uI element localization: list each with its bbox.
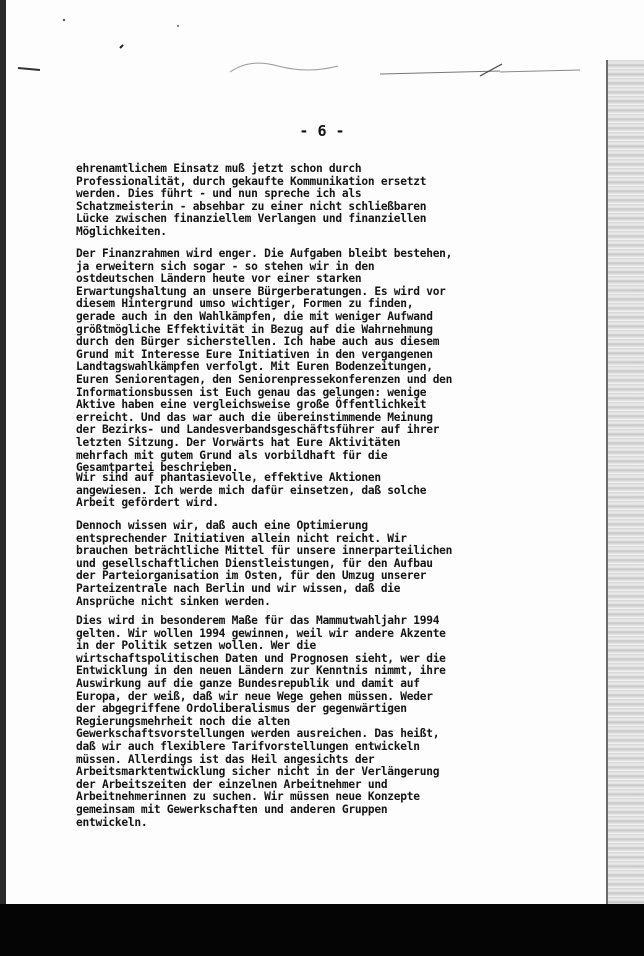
text-line: Aktive haben eine vergleichsweise große Öffentlichkeit bbox=[76, 398, 427, 412]
text-line: Ansprüche nicht sinken werden. bbox=[76, 594, 271, 608]
text-line: Landtagswahlkämpfen verfolgt. Mit Euren Bodenzeitungen, bbox=[76, 360, 433, 374]
text-line: entwickeln. bbox=[76, 815, 148, 829]
paragraph-4 bbox=[76, 520, 506, 608]
text-line: ja erweitern sich sogar - so stehen wir in den bbox=[76, 259, 375, 273]
text-line: in der Politik setzen wollen. Wer die bbox=[76, 639, 316, 653]
text-line: angewiesen. Ich werde mich dafür einsetzen, daß solche bbox=[76, 483, 427, 497]
text-line: Arbeit gefördert wird. bbox=[76, 496, 219, 510]
text-line: und gesellschaftlichen Dienstleistungen, für den Aufbau bbox=[76, 556, 433, 570]
text-line: müssen. Allerdings ist das Heil angesichts der bbox=[76, 752, 375, 766]
text-line: Arbeitnehmerinnen zu suchen. Wir müssen neue Konzepte bbox=[76, 790, 420, 804]
text-line: Informationsbussen ist Euch genau das gelungen: wenige bbox=[76, 385, 427, 399]
text-line: Parteizentrale nach Berlin und wir wissen, daß die bbox=[76, 581, 401, 595]
text-line: Europa, der weiß, daß wir neue Wege gehen müssen. Weder bbox=[76, 689, 433, 703]
text-line: wirtschaftspolitischen Daten und Prognosen sieht, wer die bbox=[76, 651, 446, 665]
text-line: Entwicklung in den neuen Ländern zur Kenntnis nimmt, ihre bbox=[76, 664, 446, 678]
left-scan-edge bbox=[0, 0, 6, 956]
text-line: Auswirkung auf die ganze Bundesrepublik und damit auf bbox=[76, 676, 420, 690]
text-line: entsprechender Initiativen allein nicht reicht. Wir bbox=[76, 531, 407, 545]
paragraph-3 bbox=[76, 472, 506, 510]
text-line: Möglichkeiten. bbox=[76, 224, 167, 238]
text-line: Grund mit Interesse Eure Initiativen in den vergangenen bbox=[76, 347, 433, 361]
text-line: Professionalität, durch gekaufte Kommunikation ersetzt bbox=[76, 174, 427, 188]
text-line: diesem Hintergrund umso wichtiger, Formen zu finden, bbox=[76, 297, 414, 311]
text-line: letzten Sitzung. Der Vorwärts hat Eure Aktivitäten bbox=[76, 435, 401, 449]
bottom-scan-bar bbox=[0, 904, 644, 956]
text-line: gerade auch in den Wahlkämpfen, die mit weniger Aufwand bbox=[76, 309, 433, 323]
text-line: Gewerkschaftsvorstellungen werden ausreichen. Das heißt, bbox=[76, 727, 440, 741]
paragraph-5 bbox=[76, 615, 506, 829]
text-line: durch den Bürger sicherstellen. Ich habe auch aus diesem bbox=[76, 335, 440, 349]
text-line: Schatzmeisterin - absehbar zu einer nicht schließbaren bbox=[76, 199, 427, 213]
text-line: Der Finanzrahmen wird enger. Die Aufgaben bleibt bestehen, bbox=[76, 247, 453, 260]
text-line: der Parteiorganisation im Osten, für den Umzug unserer bbox=[76, 569, 427, 583]
text-line: Regierungsmehrheit noch die alten bbox=[76, 714, 291, 728]
text-line: ehrenamtlichem Einsatz muß jetzt schon durch bbox=[76, 162, 362, 175]
paragraph-2 bbox=[76, 248, 506, 475]
text-line: erreicht. Und das war auch die übereinstimmende Meinung bbox=[76, 410, 433, 424]
text-line: Wir sind auf phantasievolle, effektive Aktionen bbox=[76, 471, 381, 484]
scan-noise-marks bbox=[0, 0, 644, 90]
text-line: mehrfach mit gutem Grund als vorbildhaft für die bbox=[76, 448, 388, 462]
text-line: Euren Seniorentagen, den Seniorenpressekonferenzen und den bbox=[76, 372, 453, 386]
text-line: brauchen beträchtliche Mittel für unsere innerparteilichen bbox=[76, 544, 453, 558]
text-line: der Arbeitszeiten der einzelnen Arbeitnehmer und bbox=[76, 777, 388, 791]
text-line: der Bezirks- und Landesverbandsgeschäftsführer auf ihrer bbox=[76, 423, 440, 437]
text-line: Lücke zwischen finanziellem Verlangen und finanziellen bbox=[76, 212, 427, 226]
text-line: ostdeutschen Ländern heute vor einer starken bbox=[76, 272, 362, 286]
text-line: werden. Dies führt - und nun spreche ich als bbox=[76, 187, 362, 201]
text-line: daß wir auch flexiblere Tarifvorstellungen entwickeln bbox=[76, 739, 420, 753]
text-line: Gesamtpartei beschrieben. bbox=[76, 461, 239, 475]
paragraph-1 bbox=[76, 163, 506, 239]
text-line: Arbeitsmarktentwicklung sicher nicht in der Verlängerung bbox=[76, 765, 440, 779]
right-scan-line bbox=[606, 60, 608, 905]
text-line: Dies wird in besonderem Maße für das Mammutwahljahr 1994 bbox=[76, 614, 440, 627]
text-line: gemeinsam mit Gewerkschaften und anderen Gruppen bbox=[76, 802, 388, 816]
right-scan-edge bbox=[606, 60, 644, 905]
text-line: Erwartungshaltung an unsere Bürgerberatungen. Es wird vor bbox=[76, 284, 446, 298]
text-line: gelten. Wir wollen 1994 gewinnen, weil wir andere Akzente bbox=[76, 626, 446, 640]
text-line: größtmögliche Effektivität in Bezug auf die Wahrnehmung bbox=[76, 322, 433, 336]
text-line: Dennoch wissen wir, daß auch eine Optimierung bbox=[76, 519, 368, 532]
page-number: - 6 - bbox=[299, 122, 345, 140]
text-line: der abgegriffene Ordoliberalismus der gegenwärtigen bbox=[76, 702, 407, 716]
